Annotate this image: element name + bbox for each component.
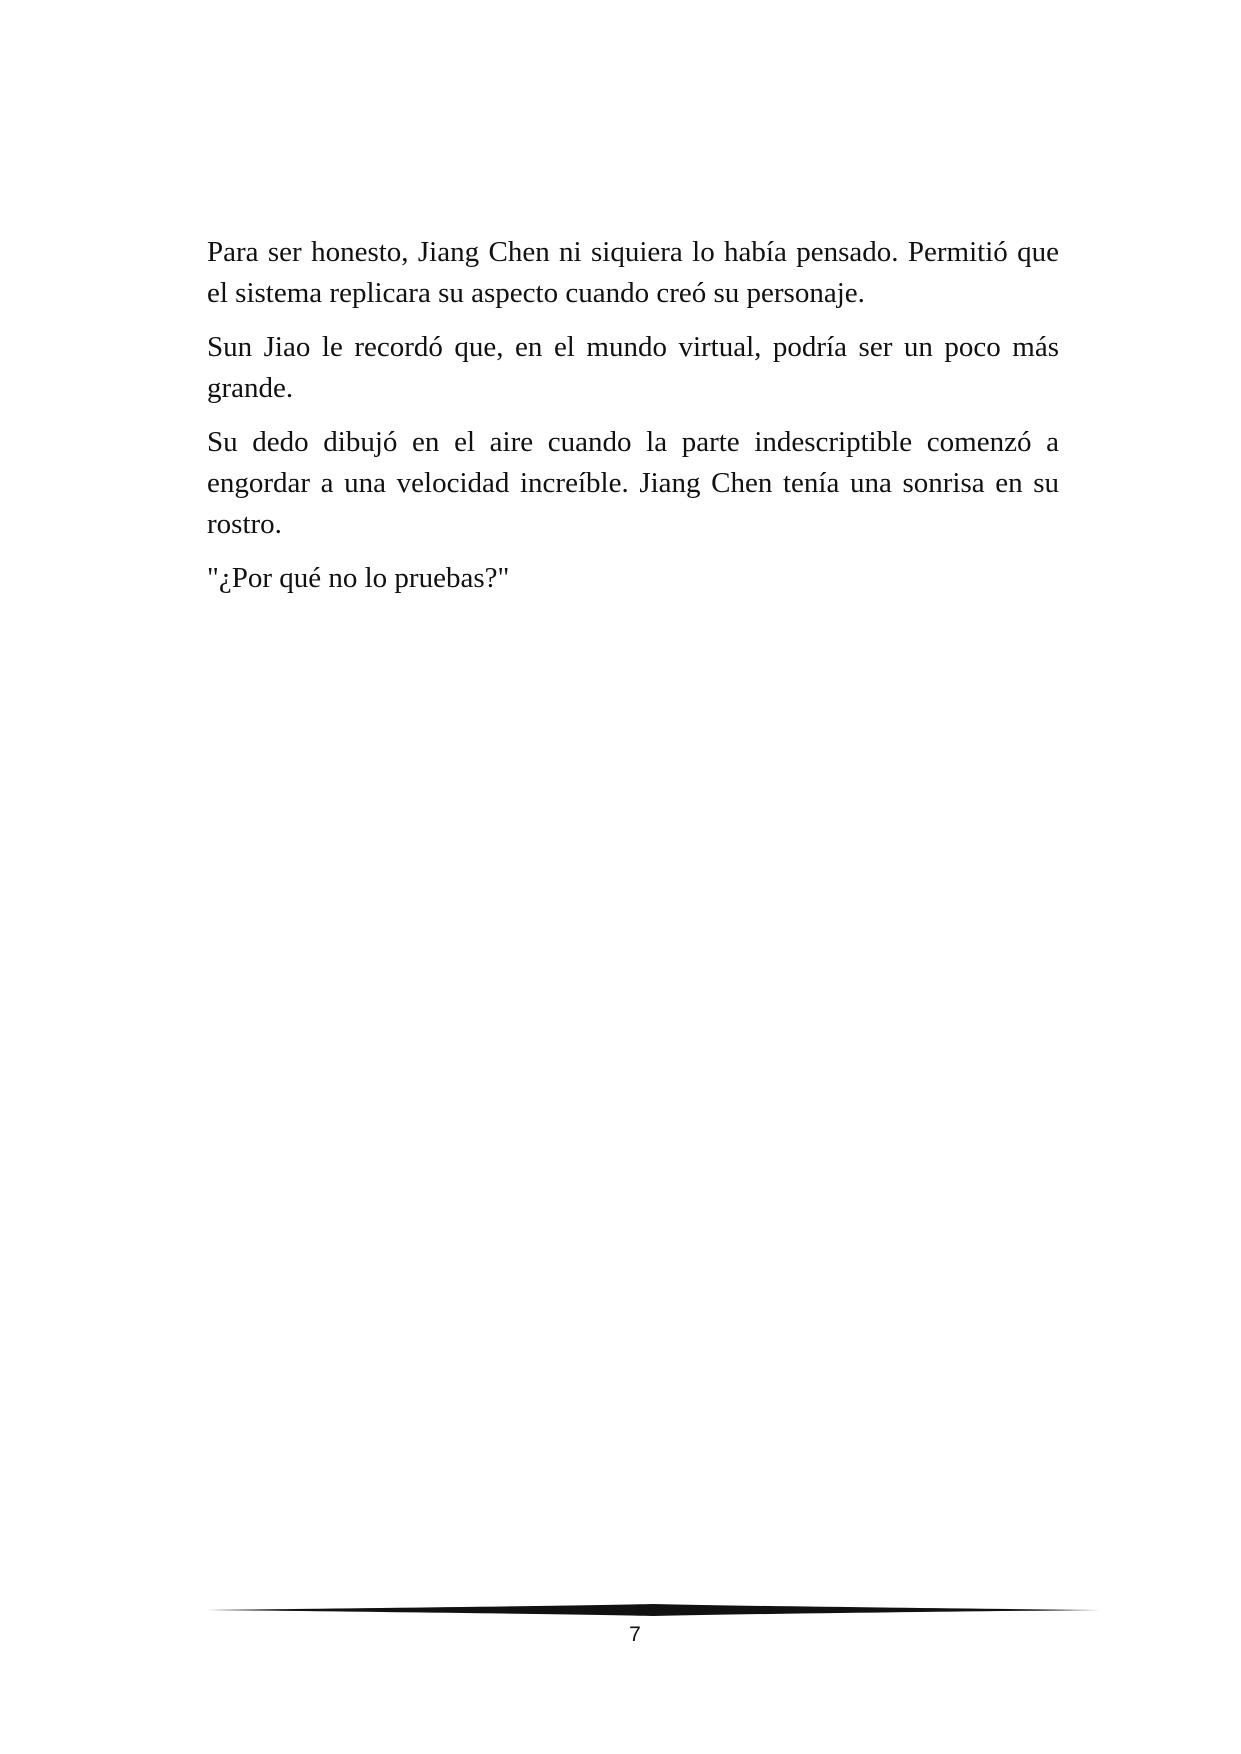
page-number: 7 — [629, 1623, 641, 1646]
paragraph-3: Su dedo dibujó en el aire cuando la parte indescriptible comenzó a engordar a una velocidad increíble. Jiang Chen tenía una sonrisa en su rostro. — [207, 426, 1059, 540]
paragraph-2: Sun Jiao le recordó que, en el mundo virtual, podría ser un poco más grande. — [207, 331, 1059, 404]
paragraph-4: "¿Por qué no lo pruebas?" — [207, 562, 510, 594]
paragraph-1: Para ser honesto, Jiang Chen ni siquiera lo había pensado. Permitió que el sistema replicara su aspecto cuando creó su personaje. — [207, 236, 1059, 309]
footer-divider — [207, 1603, 1100, 1617]
body-text — [207, 232, 1059, 612]
